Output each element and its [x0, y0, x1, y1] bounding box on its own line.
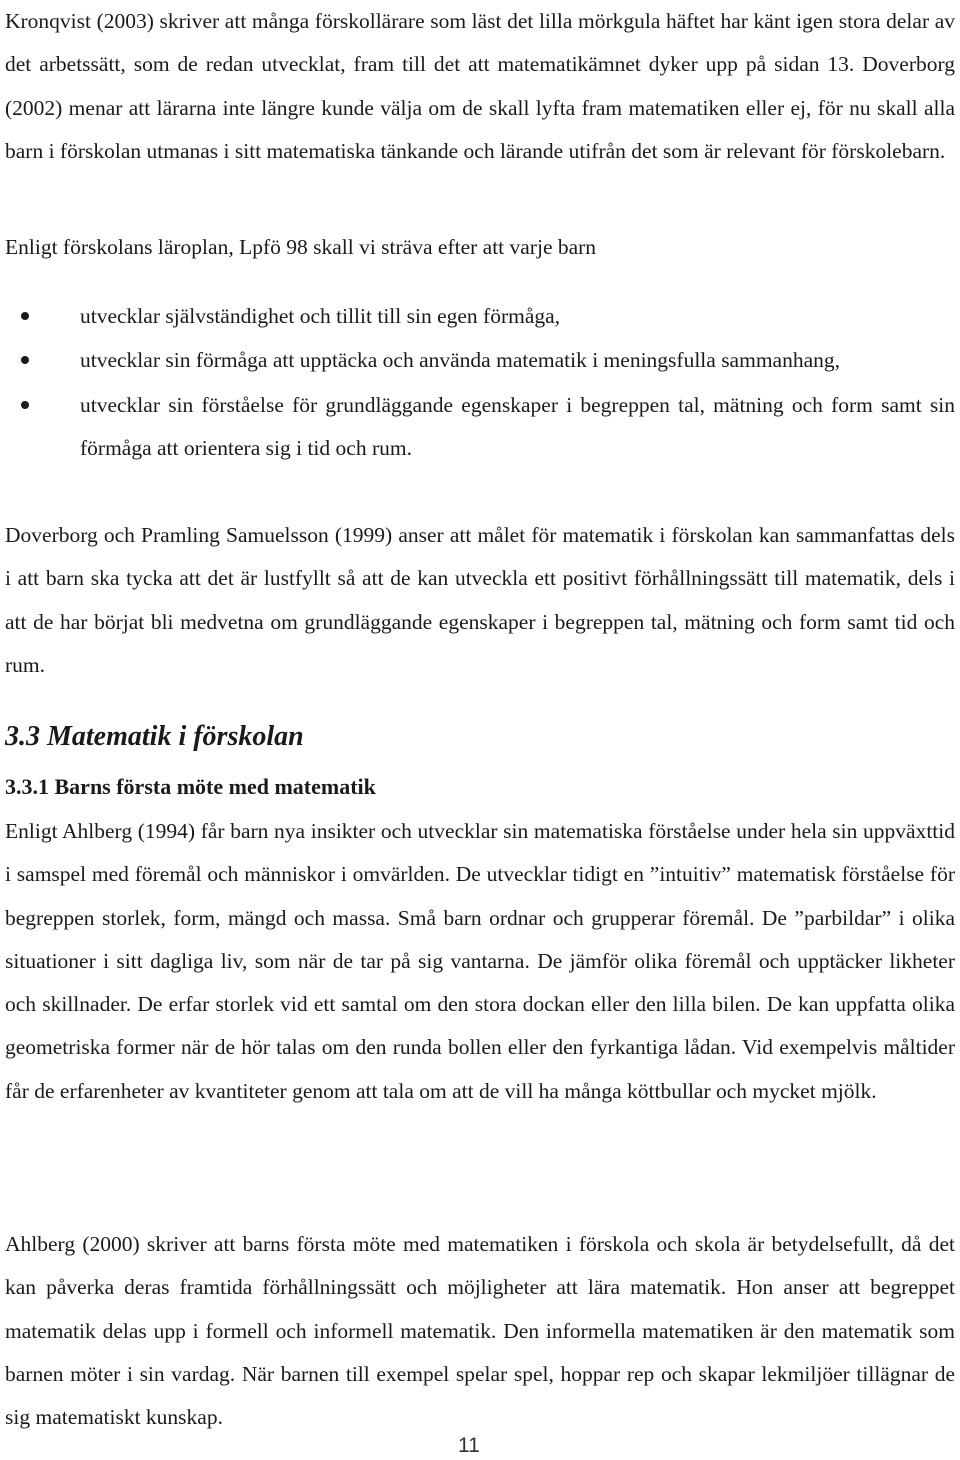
bullet-icon [21, 312, 29, 320]
list-item-text: utvecklar självständighet och tillit till sin egen förmåga, [80, 304, 561, 328]
paragraph-ahlberg-1994: Enligt Ahlberg (1994) får barn nya insikter och utvecklar sin matematiska förståelse under hela sin uppväxttid i samspel med föremål och människor i omvärlden. De utvecklar tidigt en ”intuitiv” matematisk förståelse för begreppen storlek, form, mängd och massa. Små barn ordnar och grupperar föremål. De ”parbildar” i olika situationer i sitt dagliga liv, som när de tar på sig vantarna. De jämför olika föremål och upptäcker likheter och skillnader. De erfar storlek vid ett samtal om den stora dockan eller den lilla bilen. De kan uppfatta olika geometriska former när de hör talas om den runda bollen eller den fyrkantiga lådan. Vid exempelvis måltider får de erfarenheter av kvantiteter genom att tala om att de vill ha många köttbullar och mycket mjölk. [5, 819, 955, 1103]
paragraph-lpfo-intro: Enligt förskolans läroplan, Lpfö 98 skall vi sträva efter att varje barn [5, 235, 597, 259]
list-item [5, 339, 955, 382]
paragraph-kronqvist: Kronqvist (2003) skriver att många förskollärare som läst det lilla mörkgula häftet har känt igen stora delar av det arbetssätt, som de redan utvecklat, fram till det att matematikämnet dyker upp på sidan 13. Doverborg (2002) menar att lärarna inte längre kunde välja om de skall lyfta fram matematiken eller ej, för nu skall alla barn i förskolan utmanas i sitt matematiska tänkande och lärande utifrån det som är relevant för förskolebarn. [5, 9, 955, 163]
list-item [5, 295, 955, 338]
goals-bullet-list [5, 295, 955, 471]
section-heading: 3.3 Matematik i förskolan [5, 721, 304, 752]
bullet-icon [21, 401, 29, 409]
subsection-heading: 3.3.1 Barns första möte med matematik [5, 774, 376, 799]
list-item [5, 384, 955, 471]
page-number: 11 [458, 1434, 480, 1457]
list-item-text: utvecklar sin förmåga att upptäcka och använda matematik i meningsfulla sammanhang, [80, 348, 841, 373]
list-item-text: utvecklar sin förståelse för grundläggande egenskaper i begreppen tal, mätning och form samt sin förmåga att orientera sig i tid och rum. [80, 392, 955, 460]
paragraph-doverborg-pramling: Doverborg och Pramling Samuelsson (1999) anser att målet för matematik i förskolan kan sammanfattas dels i att barn ska tycka att det är lustfyllt så att de kan utveckla ett positivt förhållningssätt till matematik, dels i att de har börjat bli medvetna om grundläggande egenskaper i begreppen tal, mätning och form samt tid och rum. [5, 523, 955, 677]
paragraph-ahlberg-2000: Ahlberg (2000) skriver att barns första möte med matematiken i förskola och skola är betydelsefullt, då det kan påverka deras framtida förhållningssätt och möjligheter att lära matematik. Hon anser att begreppet matematik delas upp i formell och informell matematik. Den informella matematiken är den matematik som barnen möter i sin vardag. När barnen till exempel spelar spel, hoppar rep och skapar lekmiljöer tillägnar de sig matematiskt kunskap. [5, 1232, 955, 1430]
bullet-icon [21, 356, 29, 364]
